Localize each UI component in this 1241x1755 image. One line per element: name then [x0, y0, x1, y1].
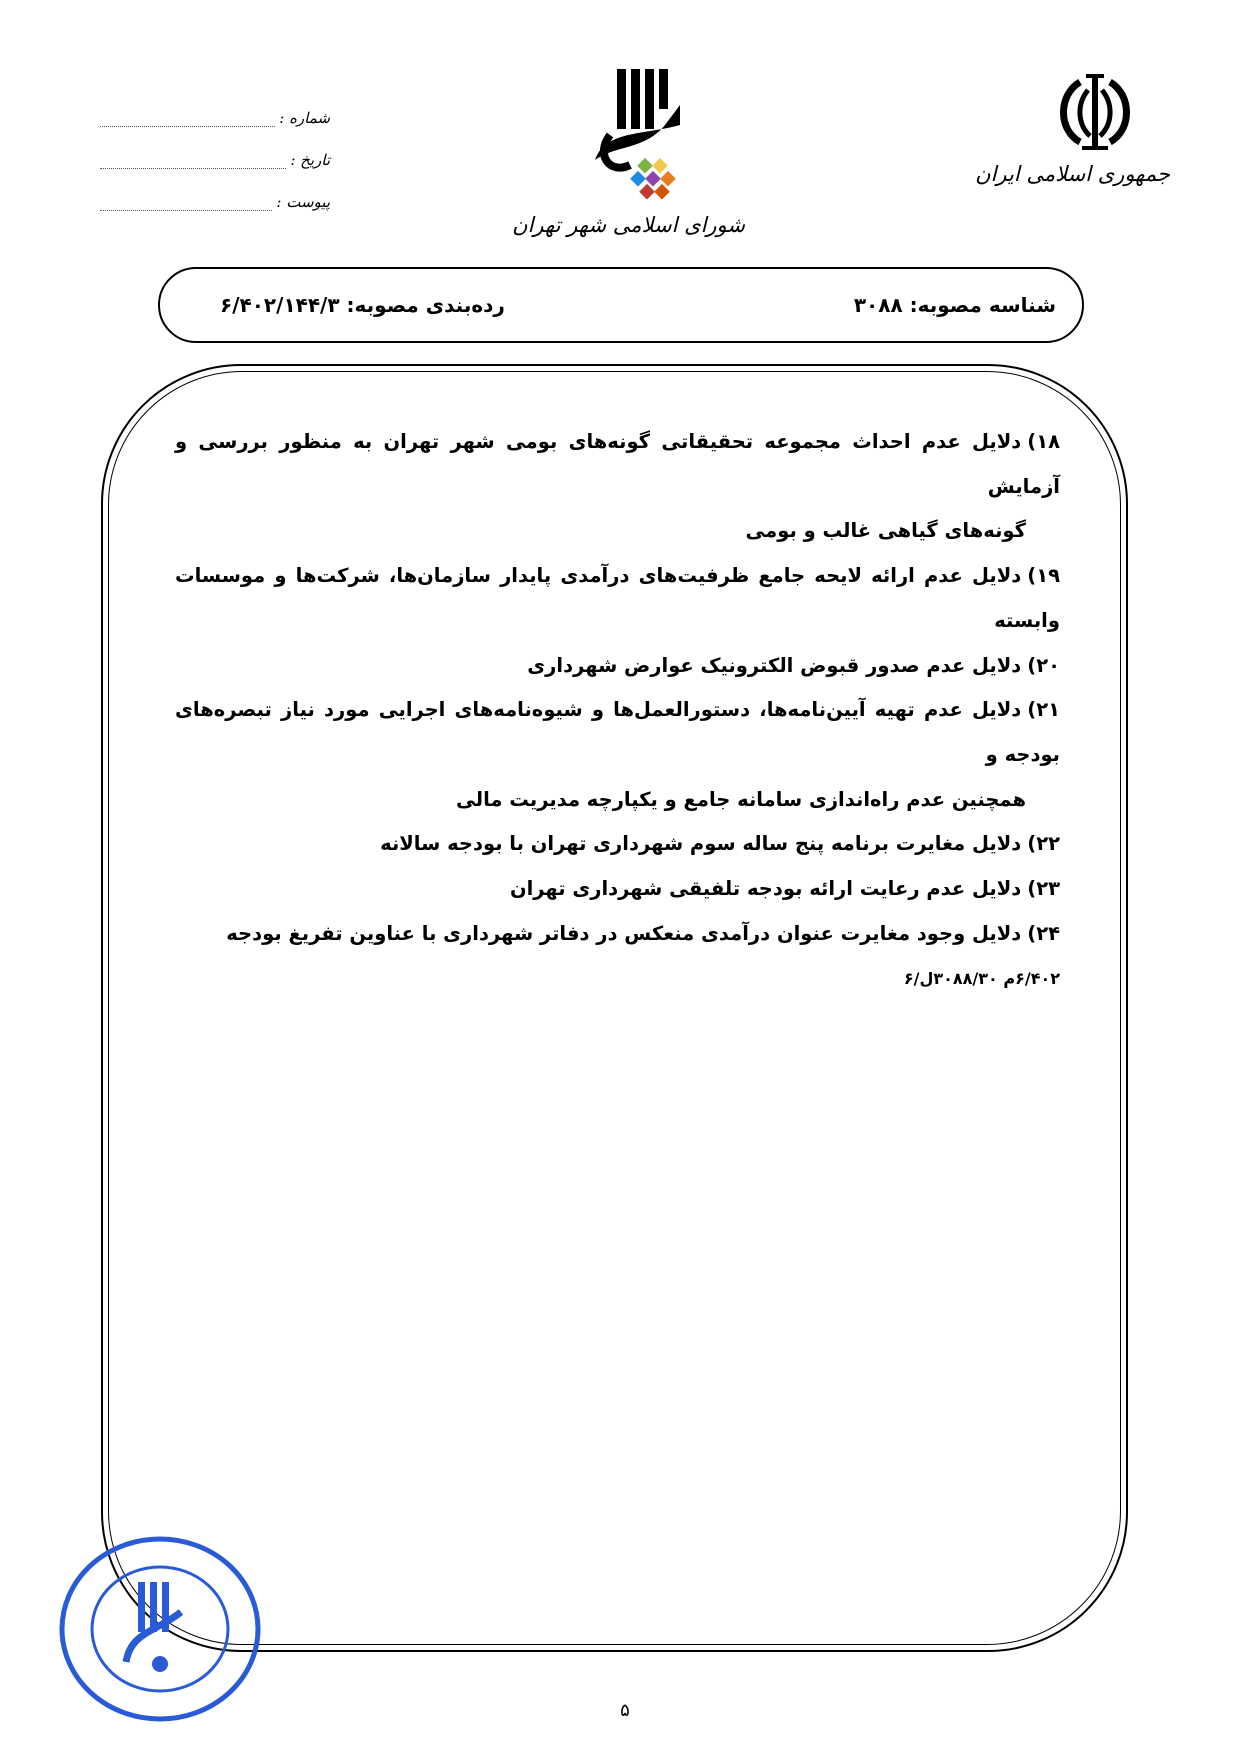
date-field [100, 127, 330, 169]
item-text: دلایل مغایرت برنامه پنج ساله سوم شهرداری تهران با بودجه سالانه [380, 832, 1022, 856]
list-item-continuation: گونه‌های گیاهی غالب و بومی [745, 519, 1026, 543]
number-field [100, 85, 330, 127]
resolution-classification: رده‌بندی مصوبه: ۶/۴۰۲/۱۴۴/۳ [220, 293, 505, 317]
item-text: دلایل عدم رعایت ارائه بودجه تلفیقی شهرداری تهران [509, 877, 1022, 901]
item-text: دلایل عدم تهیه آیین‌نامه‌ها، دستورالعمل‌ها و شیوه‌نامه‌های اجرایی مورد نیاز تبصره‌های بودجه و [175, 698, 1060, 766]
item-number: ۲۴) [1027, 921, 1060, 945]
resolution-items [175, 420, 1060, 1002]
list-item [175, 420, 1060, 509]
council-caption: شورای اسلامی شهر تهران [512, 213, 745, 237]
date-label: تاریخ : [290, 151, 330, 169]
item-number: ۱۸) [1027, 430, 1060, 453]
list-item [175, 867, 1060, 912]
resolution-id: شناسه مصوبه: ۳۰۸۸ [853, 293, 1056, 317]
council-stamp [56, 1532, 264, 1726]
attachment-field [100, 169, 330, 211]
item-text: دلایل عدم احداث مجموعه تحقیقاتی گونه‌های بومی شهر تهران به منظور بررسی و آزمایش [175, 430, 1060, 498]
attachment-label: پیوست : [276, 193, 330, 211]
emblem-icon [1050, 70, 1140, 155]
list-item [175, 554, 1060, 643]
item-number: ۲۰) [1027, 653, 1060, 677]
reference-code-text: ۶/۴۰۲م ۳۰۸۸/۳۰ل/۶ [903, 969, 1060, 989]
list-item [175, 912, 1060, 957]
resolution-info-box [158, 267, 1084, 343]
attachment-blank [100, 192, 272, 211]
list-item [175, 688, 1060, 777]
item-text: دلایل عدم صدور قبوض الکترونیک عوارض شهرداری [527, 653, 1022, 677]
list-item [175, 822, 1060, 867]
number-label: شماره : [279, 109, 330, 127]
emblem-caption: جمهوری اسلامی ایران [975, 162, 1170, 186]
iran-emblem [975, 70, 1170, 210]
item-number: ۲۲) [1027, 832, 1060, 856]
date-blank [100, 150, 286, 169]
letter-meta-fields [100, 85, 330, 211]
stamp-icon [56, 1532, 264, 1726]
reference-code [175, 956, 1060, 1002]
council-logo-icon [585, 65, 705, 205]
list-item-continuation: همچنین عدم راه‌اندازی سامانه جامع و یکپارچه مدیریت مالی [456, 787, 1026, 811]
item-number: ۲۳) [1027, 877, 1060, 901]
item-number: ۱۹) [1027, 564, 1060, 588]
council-logo [512, 65, 745, 255]
number-blank [100, 108, 275, 127]
page-number: ۵ [620, 1700, 630, 1721]
item-text: دلایل عدم ارائه لایحه جامع ظرفیت‌های درآمدی پایدار سازمان‌ها، شرکت‌ها و موسسات وابسته [175, 564, 1060, 632]
list-item [175, 644, 1060, 689]
item-text: دلایل وجود مغایرت عنوان درآمدی منعکس در دفاتر شهرداری با عناوین تفریغ بودجه [226, 921, 1022, 945]
item-number: ۲۱) [1027, 698, 1060, 722]
